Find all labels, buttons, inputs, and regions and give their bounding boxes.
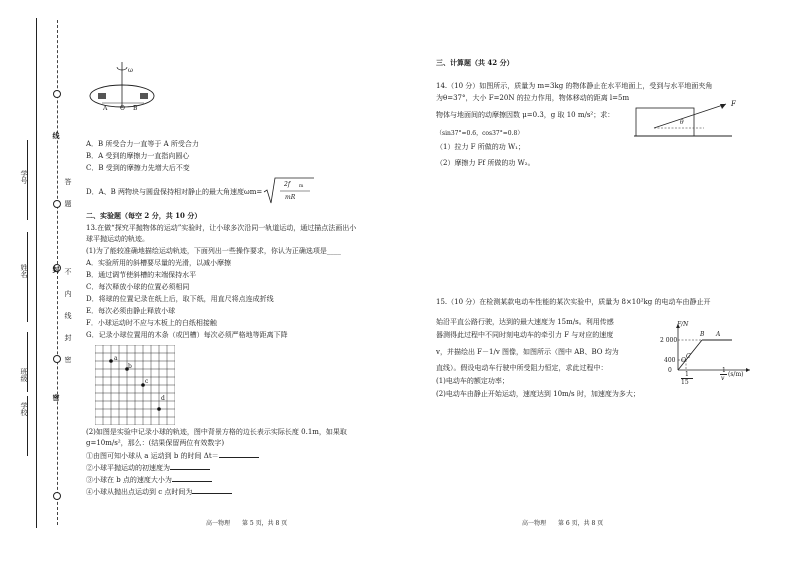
q13-sub3-text: ③小球在 b 点的速度大小为 xyxy=(86,476,172,484)
answer-blank-4[interactable] xyxy=(192,487,232,494)
left-footer: 高一物理 第 5 页，共 8 页 xyxy=(206,520,288,527)
q13-sub4 xyxy=(86,487,232,497)
graph-x-label: (s/m) xyxy=(728,371,744,378)
q15-line4: v，并描绘出 F－1/v 图像，如图所示（图中 AB、BO 均为 xyxy=(436,348,619,356)
margin-outer-line xyxy=(36,18,37,528)
graph-y-label: F/N xyxy=(677,321,689,328)
block-figure xyxy=(634,98,734,142)
graph-point-b: B xyxy=(700,331,705,338)
option-c: C．B 受到的摩擦力先增大后不变 xyxy=(86,164,190,172)
right-footer: 高一物理 第 6 页，共 8 页 xyxy=(522,520,604,527)
q13-option-e: E．每次必须由静止释放小球 xyxy=(86,307,176,315)
grid-point-d xyxy=(157,407,161,411)
option-a: A．B 所受合力一直等于 A 所受合力 xyxy=(86,140,199,148)
graph-x-tick-num: 1 xyxy=(685,371,689,378)
q13-part2-line1: (2)如图是实验中记录小球的轨迹，图中背景方格的边长表示实际长度 0.1m，如果取 xyxy=(86,428,347,436)
q13-option-b: B．通过调节使斜槽的末端保持水平 xyxy=(86,271,197,279)
q13-line2: 球平抛运动的轨迹。 xyxy=(86,235,149,243)
q13-option-f: F．小球运动时不应与木板上的白纸相接触 xyxy=(86,319,217,327)
q13-sub1-text: ①由图可知小球从 a 运动到 b 的时间 Δt＝ xyxy=(86,452,219,460)
binding-hole xyxy=(53,355,61,363)
graph-point-c: C xyxy=(686,353,691,360)
answer-blank-2[interactable] xyxy=(170,463,210,470)
q14-line6: （2）摩擦力 Ff 所做的功 W₂。 xyxy=(436,159,535,167)
q13-sub1 xyxy=(86,451,259,461)
seal-word-seal: 封 xyxy=(52,266,61,273)
answer-blank-3[interactable] xyxy=(172,475,212,482)
label-class: 班级 xyxy=(20,368,28,382)
q13-option-a: A．实验所用的斜槽要尽量的光滑，以减小摩擦 xyxy=(86,259,232,267)
fig-label-o: O xyxy=(120,105,125,112)
q13-option-d: D．将球的位置记录在纸上后，取下纸，用直尺将点连成折线 xyxy=(86,295,274,303)
graph-point-a: A xyxy=(716,331,721,338)
instr-char: 封 xyxy=(64,334,72,341)
binding-hole xyxy=(53,200,61,208)
fig-label-a: A xyxy=(103,105,108,112)
id-field[interactable] xyxy=(27,140,28,220)
grid-label-b: b xyxy=(128,363,132,370)
q15-line3: 器测得此过程中不同时刻电动车的牵引力 F 与对应的速度 xyxy=(436,331,614,339)
fig-omega: ω xyxy=(128,67,133,74)
q13-part2-line2: g=10m/s²，那么：(结果保留两位有效数字) xyxy=(86,439,225,447)
school-field[interactable] xyxy=(27,396,28,456)
instr-char: 答 xyxy=(64,178,72,185)
seal-word-line: 线 xyxy=(52,132,61,139)
grid-point-a xyxy=(109,359,113,363)
class-field[interactable] xyxy=(27,332,28,392)
graph-v-num: 1 xyxy=(722,367,726,374)
q13-sub3 xyxy=(86,475,212,485)
formula-numerator-sub: m xyxy=(299,184,304,189)
grid-label-c: c xyxy=(145,378,149,385)
q14-line3: 物体与地面间的动摩擦因数 μ=0.3，g 取 10 m/s²；求： xyxy=(436,111,615,119)
q13-line1: 13.在做“探究平抛物体的运动”实验时，让小球多次沿同一轨道运动，通过描点法画出小 xyxy=(86,224,357,232)
formula-denominator: mR xyxy=(285,194,296,201)
section2-title: 二、实验题（每空 2 分，共 10 分） xyxy=(86,211,202,220)
q13-option-c: C．每次释放小球的位置必须相同 xyxy=(86,283,190,291)
formula-numerator: 2f xyxy=(284,181,291,188)
q14-line2: 为θ=37°，大小 F=20N 的拉力作用，物体移动的距离 l=5m xyxy=(436,94,630,102)
graph-origin-0: 0 xyxy=(668,367,672,374)
label-name: 姓名 xyxy=(20,264,28,278)
q15-line7: (2)电动车由静止开始运动，速度达到 10m/s 时，加速度为多大； xyxy=(436,390,640,398)
q13-sub2-text: ②小球平抛运动的初速度为 xyxy=(86,464,170,472)
q15-line5: 直线）。假设电动车行驶中所受阻力恒定，求此过程中： xyxy=(436,364,608,372)
graph-v-den: v xyxy=(721,375,725,382)
fig14-force-label: F xyxy=(731,100,736,108)
instr-char: 题 xyxy=(64,200,72,207)
graph-tick-2000: 2 000 xyxy=(660,337,678,344)
seal-word-dense: 密 xyxy=(52,394,61,401)
graph-x-tick-den: 15 xyxy=(681,379,689,386)
option-d: D．A、B 两物块与圆盘保持相对静止的最大角速度ωm= xyxy=(86,188,263,196)
q15-line6: (1)电动车的额定功率； xyxy=(436,377,509,385)
name-field[interactable] xyxy=(27,232,28,322)
label-id: 学号 xyxy=(20,170,28,184)
instr-char: 不 xyxy=(64,268,72,275)
q15-line1: 15.（10 分）在检测某款电动车性能的某次实验中，质量为 8×10²kg 的电动车由静止开 xyxy=(436,298,711,306)
graph-tick-400: 400 xyxy=(664,357,676,364)
section3-title: 三、计算题（共 42 分） xyxy=(436,58,514,67)
q13-sub2 xyxy=(86,463,210,473)
fig-label-b: B xyxy=(133,105,138,112)
instr-char: 密 xyxy=(64,356,72,363)
q13-line3: (1)为了能较准确地描绘运动轨迹，下面列出一些操作要求，你认为正确选项是____ xyxy=(86,247,341,255)
q14-line1: 14.（10 分）如图所示，质量为 m=3kg 的物体静止在水平地面上，受到与水平地面夹角 xyxy=(436,82,713,90)
q13-sub4-text: ④小球从抛出点运动到 c 点时间为 xyxy=(86,488,193,496)
answer-blank-1[interactable] xyxy=(219,451,259,458)
q14-line5: （1）拉力 F 所做的功 W₁； xyxy=(436,143,525,151)
binding-hole xyxy=(53,492,61,500)
f-v-graph xyxy=(672,322,752,374)
grid-label-a: a xyxy=(114,355,118,362)
graph-origin-o: O xyxy=(681,357,686,364)
fig14-theta-label: θ xyxy=(680,119,684,126)
q15-line2: 始沿平直公路行驶，达到的最大速度为 15m/s。利用传感 xyxy=(436,318,614,326)
q13-option-g: G．记录小球位置用的木条（或凹槽）每次必须严格地等距离下降 xyxy=(86,331,288,339)
instr-char: 内 xyxy=(64,290,72,297)
option-b: B．A 受到的摩擦力一直指向圆心 xyxy=(86,152,190,160)
label-school: 学校 xyxy=(20,402,28,416)
binding-hole xyxy=(53,90,61,98)
trajectory-grid xyxy=(95,345,175,425)
q14-line4: （sin37°=0.6，cos37°=0.8） xyxy=(436,130,524,137)
grid-label-d: d xyxy=(161,395,165,402)
instr-char: 线 xyxy=(64,312,72,319)
